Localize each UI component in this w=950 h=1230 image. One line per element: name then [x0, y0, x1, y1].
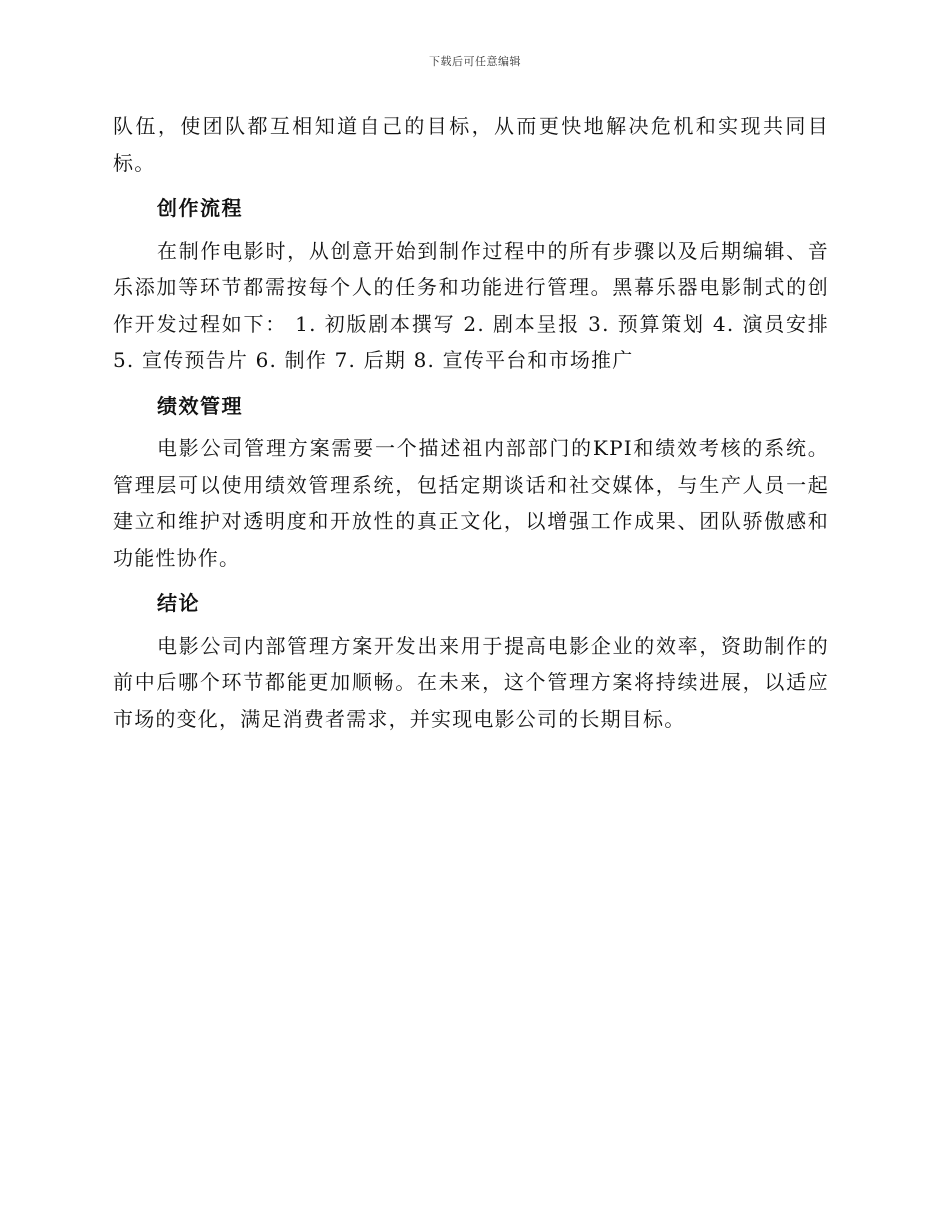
page-header-note: 下载后可任意编辑: [429, 55, 521, 68]
section-body-conclusion: 电影公司内部管理方案开发出来用于提高电影企业的效率，资助制作的前中后哪个环节都能更加顺畅。在未来，这个管理方案将持续进展，以适应市场的变化，满足消费者需求，并实现电影公司的长期目标。: [113, 633, 829, 731]
section-heading-performance-management: 绩效管理: [157, 393, 243, 418]
section-heading-creation-process: 创作流程: [157, 196, 243, 220]
section-body-performance-management: 电影公司管理方案需要一个描述祖内部部门的KPI和绩效考核的系统。管理层可以使用绩效管理系统，包括定期谈话和社交媒体，与生产人员一起建立和维护对透明度和开放性的真正文化，以增强工作成果、团队骄傲感和功能性协作。: [113, 436, 829, 570]
section-body-creation-process: 在制作电影时，从创意开始到制作过程中的所有步骤以及后期编辑、音乐添加等环节都需按每个人的任务和功能进行管理。黑幕乐器电影制式的创作开发过程如下： 1. 初版剧本撰写 2. 剧本呈报 3. 预算策划 4. 演员安排 5. 宣传预告片 6. 制作 7. 后期 8. 宣传平台和市场推广: [113, 238, 829, 372]
intro-paragraph: 队伍，使团队都互相知道自己的目标，从而更快地解决危机和实现共同目标。: [113, 114, 829, 175]
section-heading-conclusion: 结论: [157, 591, 200, 615]
document-body: [113, 108, 829, 737]
